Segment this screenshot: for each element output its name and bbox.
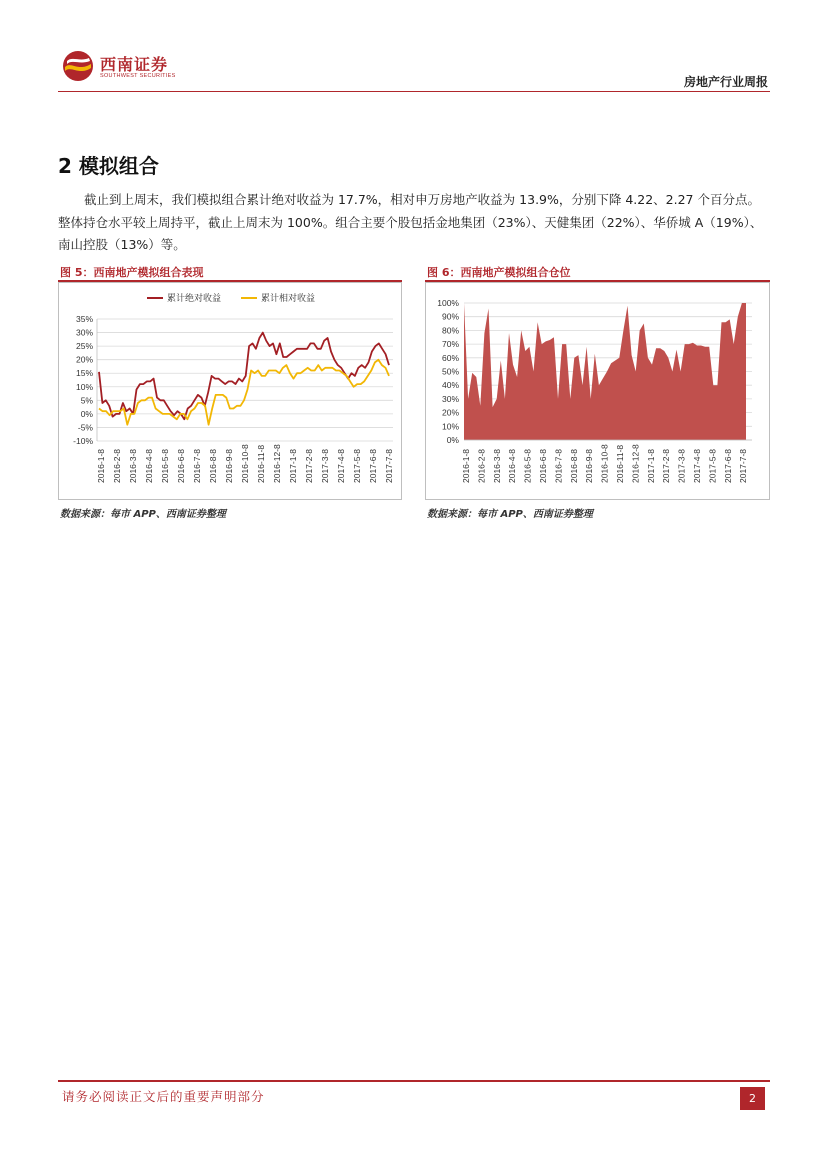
x-tick-label: 2017-5-8 bbox=[352, 448, 362, 483]
x-tick-label: 2017-4-8 bbox=[336, 448, 346, 483]
section-heading: 2 模拟组合 bbox=[58, 154, 159, 178]
x-tick-label: 2017-7-8 bbox=[738, 448, 749, 483]
y-tick-label: 20% bbox=[441, 407, 459, 418]
x-tick-label: 2016-3-8 bbox=[128, 448, 138, 483]
x-tick-label: 2016-2-8 bbox=[476, 448, 487, 483]
logo-chinese-name: 西南证券 bbox=[100, 55, 169, 74]
y-tick-label: 90% bbox=[441, 311, 459, 322]
x-tick-label: 2017-7-8 bbox=[384, 448, 394, 483]
footer-rule bbox=[58, 1080, 770, 1082]
x-tick-label: 2017-1-8 bbox=[288, 448, 298, 483]
x-tick-label: 2016-10-8 bbox=[240, 444, 250, 483]
x-tick-label: 2016-8-8 bbox=[208, 448, 218, 483]
x-tick-label: 2017-3-8 bbox=[676, 448, 687, 483]
x-tick-label: 2016-2-8 bbox=[112, 448, 122, 483]
y-tick-label: 30% bbox=[441, 393, 459, 404]
x-tick-label: 2017-4-8 bbox=[692, 448, 703, 483]
y-tick-label: 5% bbox=[80, 395, 93, 406]
x-tick-label: 2016-5-8 bbox=[522, 448, 533, 483]
x-tick-label: 2017-6-8 bbox=[368, 448, 378, 483]
x-tick-label: 2016-7-8 bbox=[553, 448, 564, 483]
y-tick-label: 80% bbox=[441, 325, 459, 336]
page-number: 2 bbox=[740, 1087, 765, 1110]
x-tick-label: 2017-6-8 bbox=[722, 448, 733, 483]
y-tick-label: -5% bbox=[77, 422, 93, 433]
figure-5-chart bbox=[58, 282, 402, 500]
x-tick-label: 2016-11-8 bbox=[615, 444, 626, 483]
y-tick-label: 0% bbox=[80, 408, 93, 419]
figure-5-source: 数据来源：每市 APP、西南证券整理 bbox=[60, 509, 226, 520]
y-tick-label: 25% bbox=[75, 341, 93, 352]
x-tick-label: 2017-2-8 bbox=[661, 448, 672, 483]
area-chart-svg bbox=[426, 283, 769, 499]
x-tick-label: 2016-7-8 bbox=[192, 448, 202, 483]
body-paragraph: 截止到上周末，我们模拟组合累计绝对收益为 17.7%，相对申万房地产收益为 13.9%，分别下降 4.22、2.27 个百分点。整体持仓水平较上周持平，截止上周末为 100%。组合主要个股包括金地集团（23%）、天健集团（22%）、华侨城 A（19%）、南山控股（13%）等。 bbox=[58, 192, 763, 252]
y-tick-label: 40% bbox=[441, 380, 459, 391]
y-tick-label: 20% bbox=[75, 354, 93, 365]
y-tick-label: 35% bbox=[75, 314, 93, 324]
figure-6-chart bbox=[425, 282, 770, 500]
x-tick-label: 2016-5-8 bbox=[160, 448, 170, 483]
line-chart-svg bbox=[59, 283, 401, 499]
x-tick-label: 2016-1-8 bbox=[461, 448, 471, 483]
x-tick-label: 2017-1-8 bbox=[645, 448, 656, 483]
figure-5-title: 图 5：西南地产模拟组合表现 bbox=[60, 266, 204, 279]
logo-mark-icon bbox=[62, 50, 94, 82]
report-type-label: 房地产行业周报 bbox=[683, 75, 768, 89]
y-tick-label: 0% bbox=[446, 435, 459, 445]
y-tick-label: 10% bbox=[75, 381, 93, 392]
y-tick-label: 60% bbox=[441, 352, 459, 363]
footer-disclaimer: 请务必阅读正文后的重要声明部分 bbox=[62, 1089, 265, 1104]
logo-english-name: SOUTHWEST SECURITIES bbox=[100, 73, 176, 79]
x-tick-label: 2016-10-8 bbox=[599, 444, 610, 483]
y-tick-label: 50% bbox=[441, 366, 459, 377]
y-tick-label: 100% bbox=[437, 298, 459, 308]
legend-label: 累计绝对收益 bbox=[167, 294, 222, 304]
x-tick-label: 2017-3-8 bbox=[320, 448, 330, 483]
y-tick-label: 15% bbox=[75, 368, 93, 379]
x-tick-label: 2017-2-8 bbox=[304, 448, 314, 483]
x-tick-label: 2016-1-8 bbox=[96, 448, 106, 483]
x-tick-label: 2016-3-8 bbox=[491, 448, 502, 483]
x-tick-label: 2016-6-8 bbox=[176, 448, 186, 483]
y-tick-label: 30% bbox=[75, 327, 93, 338]
x-tick-label: 2016-9-8 bbox=[224, 448, 234, 483]
legend-label: 累计相对收益 bbox=[261, 294, 316, 304]
page-header bbox=[58, 44, 770, 92]
series-line-2 bbox=[99, 360, 389, 425]
x-tick-label: 2016-6-8 bbox=[538, 448, 549, 483]
x-tick-label: 2016-12-8 bbox=[272, 444, 282, 483]
x-tick-label: 2017-5-8 bbox=[707, 448, 718, 483]
x-tick-label: 2016-4-8 bbox=[144, 448, 154, 483]
y-tick-label: -10% bbox=[73, 436, 93, 446]
y-tick-label: 70% bbox=[441, 339, 459, 350]
x-tick-label: 2016-11-8 bbox=[256, 444, 266, 483]
company-logo bbox=[62, 50, 182, 84]
x-tick-label: 2016-8-8 bbox=[568, 448, 579, 483]
x-tick-label: 2016-9-8 bbox=[584, 448, 595, 483]
figure-6-title: 图 6：西南地产模拟组合仓位 bbox=[427, 266, 571, 279]
y-tick-label: 10% bbox=[441, 421, 459, 432]
x-tick-label: 2016-12-8 bbox=[630, 444, 641, 483]
figure-6-source: 数据来源：每市 APP、西南证券整理 bbox=[427, 509, 593, 520]
x-tick-label: 2016-4-8 bbox=[507, 448, 518, 483]
